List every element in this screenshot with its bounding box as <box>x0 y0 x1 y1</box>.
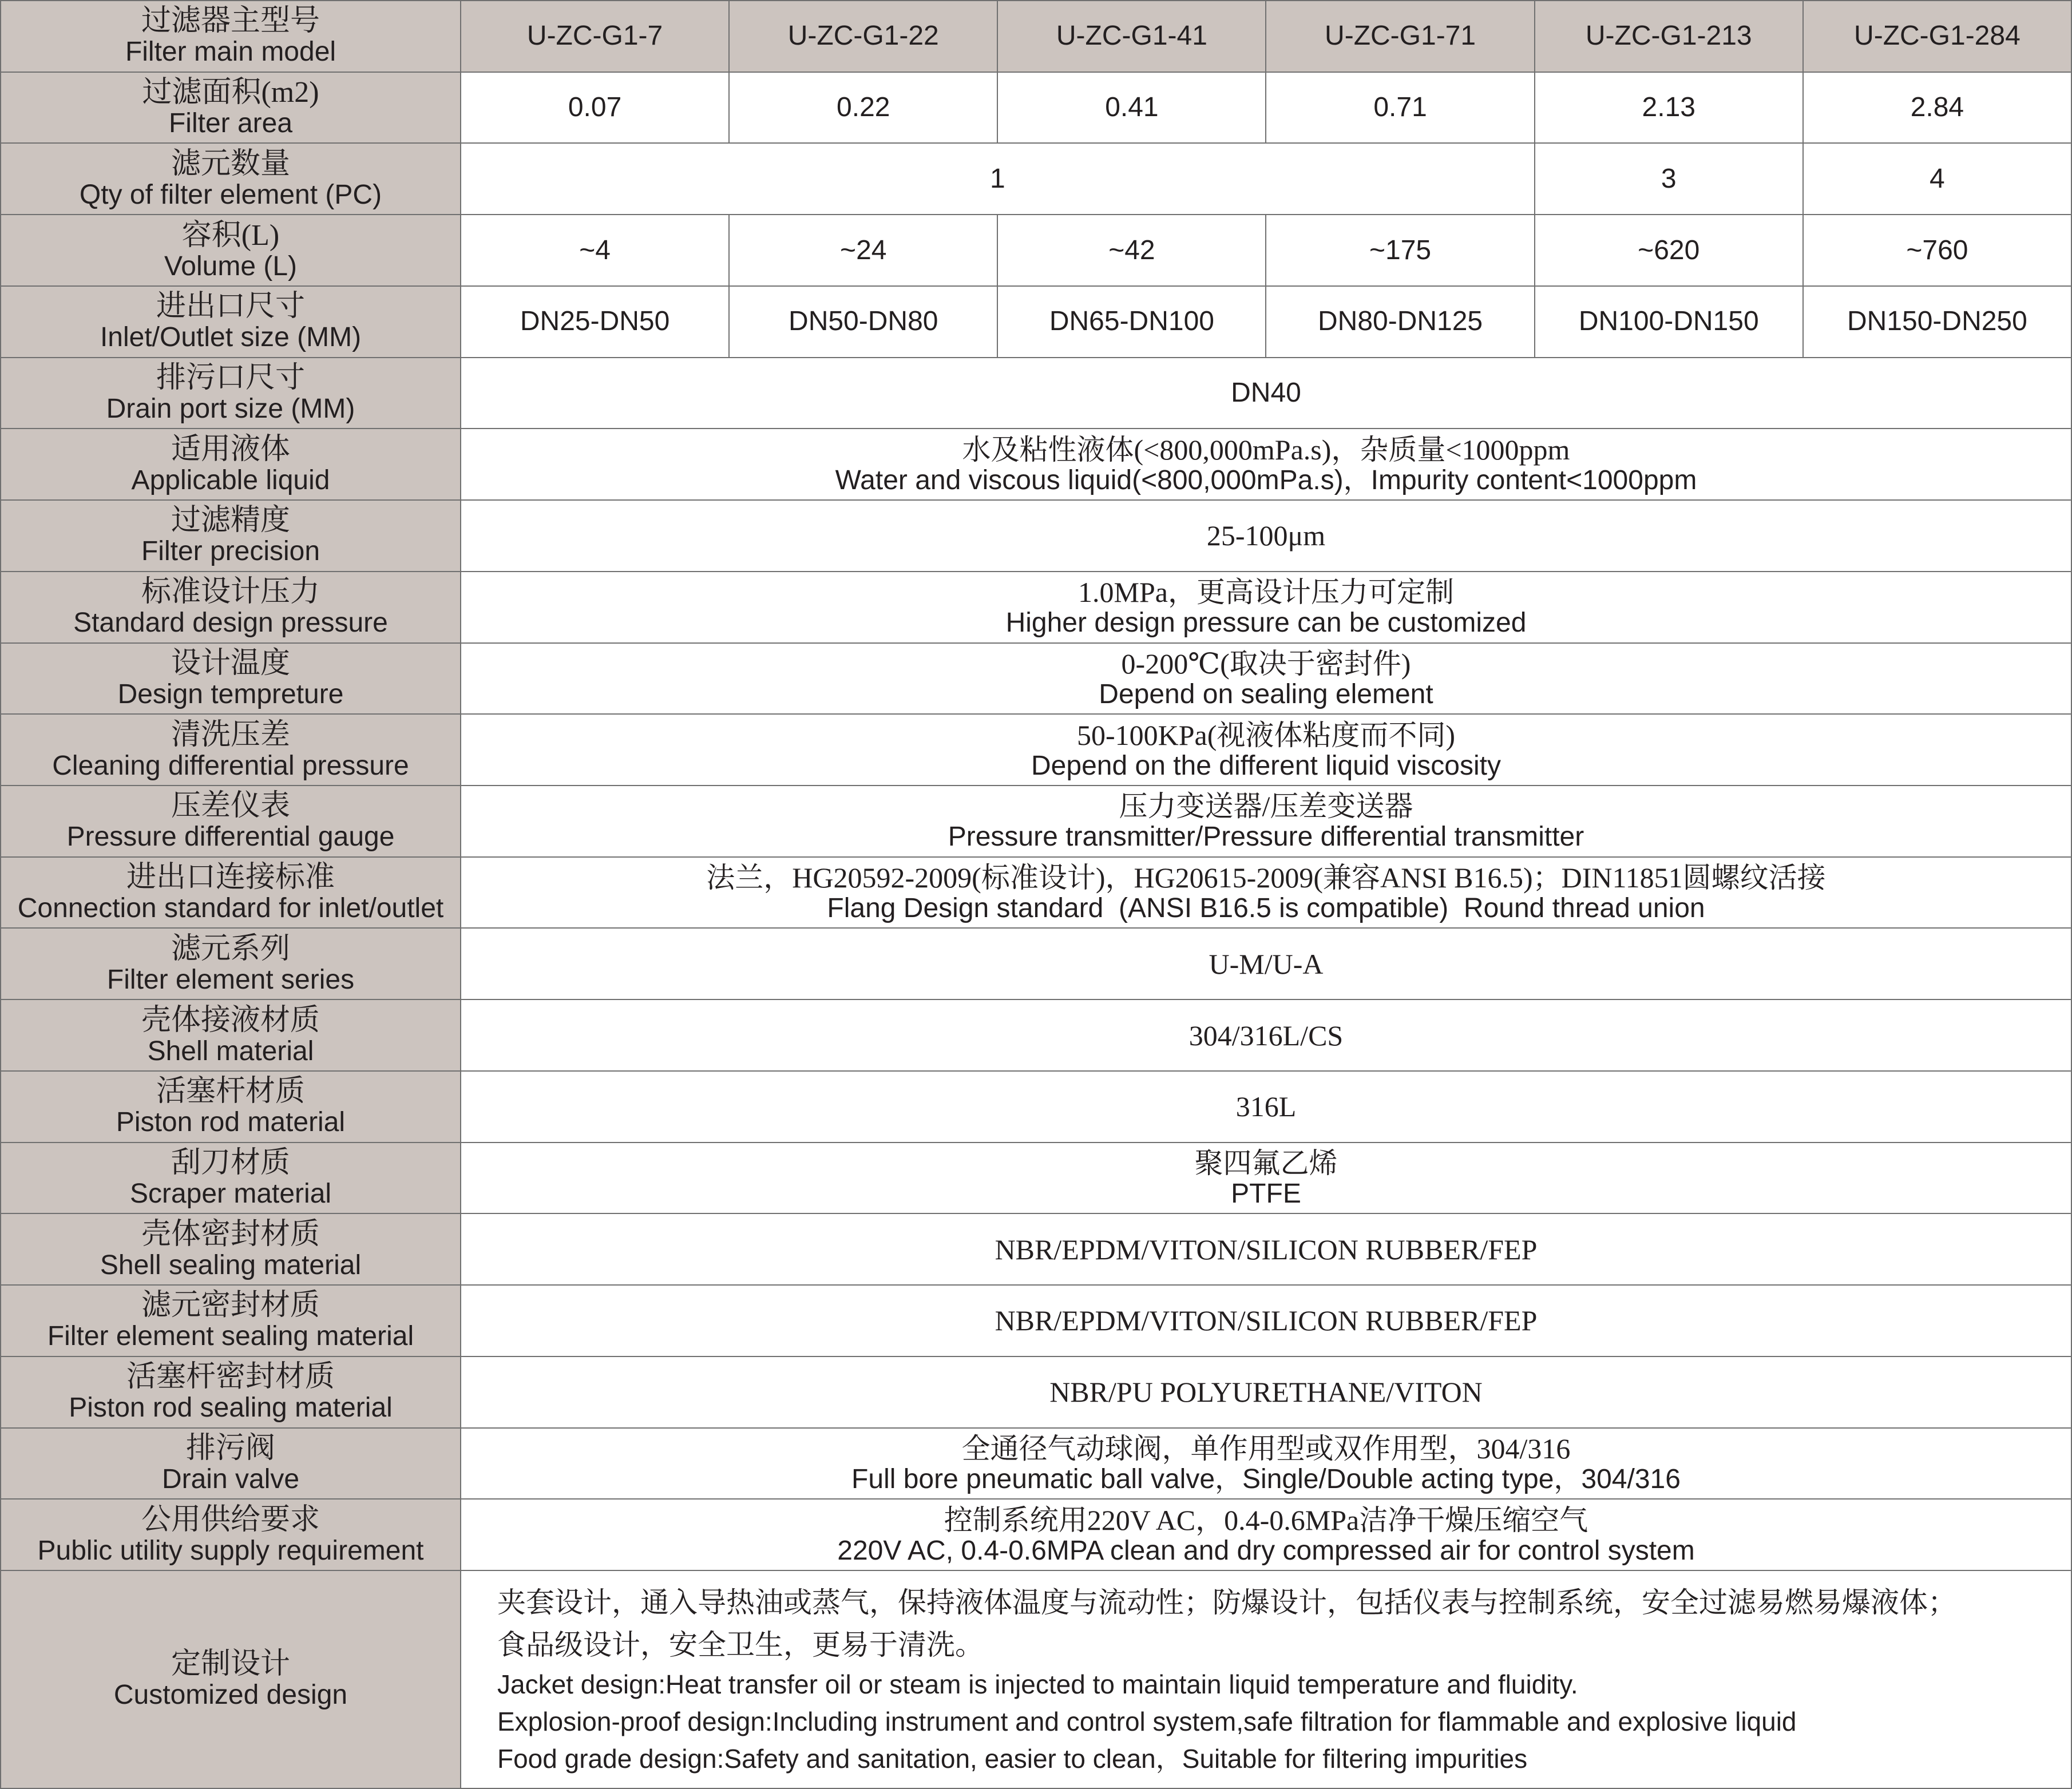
customized-design-line-zh: 食品级设计，安全卫生，更易于清洗。 <box>497 1628 984 1661</box>
volume-value: ~4 <box>579 235 611 265</box>
row-label-cleaning-pressure <box>1 715 460 785</box>
inlet-outlet-size-value: DN50-DN80 <box>789 306 938 337</box>
row-label-zh: 设计温度 <box>171 646 290 680</box>
row-label-design-temperature <box>1 644 460 714</box>
shell-sealing-cell <box>461 1214 2071 1284</box>
row-label-en: Applicable liquid <box>131 465 330 495</box>
row-label-en: Customized design <box>113 1680 348 1711</box>
volume-cell <box>730 215 997 285</box>
filter-area-cell <box>1535 73 1802 143</box>
row-label-zh: 壳体密封材质 <box>141 1217 320 1251</box>
row-label-en: Filter element series <box>106 964 355 995</box>
inlet-outlet-size-value: DN65-DN100 <box>1049 306 1214 337</box>
row-label-zh: 滤元密封材质 <box>141 1289 320 1322</box>
cleaning-pressure-cell <box>461 715 2071 785</box>
volume-cell <box>461 215 728 285</box>
model-name: U-ZC-G1-213 <box>1585 21 1752 51</box>
row-label-design-pressure <box>1 572 460 642</box>
drain-valve-value-zh: 全通径气动球阀，单作用型或双作用型，304/316 <box>961 1432 1571 1465</box>
inlet-outlet-size-cell <box>1266 287 1534 357</box>
row-label-en: Connection standard for inlet/outlet <box>17 893 444 924</box>
model-name: U-ZC-G1-22 <box>787 21 939 51</box>
element-sealing-cell <box>461 1286 2071 1356</box>
utility-supply-value-zh: 控制系统用220V AC，0.4-0.6MPa洁净干燥压缩空气 <box>944 1504 1588 1536</box>
drain-valve-value-en: Full bore pneumatic ball valve，Single/Double acting type，304/316 <box>851 1463 1681 1494</box>
row-label-zh: 定制设计 <box>171 1648 290 1681</box>
row-label-drain-port-size <box>1 358 460 429</box>
model-header-cell <box>461 1 728 72</box>
row-label-piston-rod-sealing <box>1 1357 460 1427</box>
applicable-liquid-cell <box>461 429 2071 499</box>
filter-area-value: 0.41 <box>1105 92 1159 123</box>
row-label-zh: 进出口连接标准 <box>126 861 335 894</box>
row-label-en: Shell material <box>147 1036 314 1066</box>
inlet-outlet-size-cell <box>1535 287 1802 357</box>
drain-valve-cell <box>461 1429 2071 1499</box>
utility-supply-value-en: 220V AC, 0.4-0.6MPA clean and dry compressed air for control system <box>837 1535 1695 1566</box>
row-label-element-sealing <box>1 1286 460 1356</box>
row-label-en: Inlet/Outlet size (MM) <box>100 322 362 353</box>
filter-area-value: 0.71 <box>1373 92 1427 123</box>
customized-design-line-en: Food grade design:Safety and sanitation, easier to clean，Suitable for filtering impurities <box>497 1743 1528 1774</box>
row-label-zh: 过滤精度 <box>171 504 290 537</box>
filter-precision-cell <box>461 501 2071 571</box>
shell-material-value: 304/316L/CS <box>1188 1019 1344 1052</box>
volume-value: ~42 <box>1108 235 1155 265</box>
filter-area-value: 0.07 <box>568 92 622 123</box>
filter-area-cell <box>1804 73 2071 143</box>
element-qty-value: 3 <box>1661 163 1677 194</box>
element-series-value: U-M/U-A <box>1209 947 1324 980</box>
design-pressure-cell <box>461 572 2071 642</box>
row-label-zh: 清洗压差 <box>171 718 290 751</box>
volume-cell <box>998 215 1265 285</box>
volume-cell <box>1266 215 1534 285</box>
row-label-scraper-material <box>1 1143 460 1213</box>
row-label-element-series <box>1 929 460 999</box>
row-label-pressure-gauge <box>1 786 460 856</box>
row-label-drain-valve <box>1 1429 460 1499</box>
design-temperature-value-en: Depend on sealing element <box>1099 679 1433 709</box>
row-label-inlet-outlet-size <box>1 287 460 357</box>
filter-area-value: 2.13 <box>1642 92 1695 123</box>
filter-area-cell <box>461 73 728 143</box>
model-name: U-ZC-G1-284 <box>1854 21 2021 51</box>
drain-port-size-cell <box>461 358 2071 429</box>
filter-area-cell <box>998 73 1265 143</box>
row-label-zh: 过滤器主型号 <box>141 5 320 38</box>
volume-cell <box>1804 215 2071 285</box>
design-pressure-value-zh: 1.0MPa，更高设计压力可定制 <box>1078 576 1454 609</box>
element-qty-cell <box>1535 144 1802 214</box>
row-label-zh: 过滤面积(m2) <box>142 76 319 109</box>
inlet-outlet-size-value: DN80-DN125 <box>1318 306 1483 337</box>
row-label-zh: 活塞杆密封材质 <box>126 1360 335 1394</box>
row-label-applicable-liquid <box>1 429 460 499</box>
model-header-cell <box>1266 1 1534 72</box>
volume-value: ~620 <box>1638 235 1700 265</box>
row-label-en: Scraper material <box>129 1178 332 1209</box>
design-temperature-value-zh: 0-200℃(取决于密封件) <box>1121 647 1411 680</box>
model-header-cell <box>1804 1 2071 72</box>
filter-area-value: 0.22 <box>837 92 890 123</box>
design-temperature-cell <box>461 644 2071 714</box>
element-series-cell <box>461 929 2071 999</box>
model-name: U-ZC-G1-71 <box>1325 21 1476 51</box>
customized-design-line-en: Explosion-proof design:Including instrument and control system,safe filtration for flammable and explosive liquid <box>497 1706 1797 1736</box>
inlet-outlet-size-cell <box>1804 287 2071 357</box>
element-qty-value: 4 <box>1930 163 1945 194</box>
row-label-zh: 刮刀材质 <box>171 1146 290 1179</box>
piston-rod-sealing-cell <box>461 1357 2071 1427</box>
element-sealing-value: NBR/EPDM/VITON/SILICON RUBBER/FEP <box>995 1304 1538 1337</box>
row-label-connection-standard <box>1 858 460 928</box>
model-header-cell <box>998 1 1265 72</box>
row-label-en: Pressure differential gauge <box>66 822 395 852</box>
row-label-piston-rod-material <box>1 1072 460 1142</box>
row-label-zh: 活塞杆材质 <box>156 1075 305 1108</box>
connection-standard-value-en: Flang Design standard (ANSI B16.5 is compatible) Round thread union <box>827 893 1705 924</box>
cleaning-pressure-value-en: Depend on the different liquid viscosity <box>1031 750 1501 781</box>
row-label-zh: 进出口尺寸 <box>156 290 305 323</box>
filter-area-cell <box>730 73 997 143</box>
row-label-en: Drain valve <box>161 1463 300 1494</box>
row-label-en: Piston rod sealing material <box>69 1393 393 1423</box>
filter-area-value: 2.84 <box>1910 92 1964 123</box>
applicable-liquid-value-en: Water and viscous liquid(<800,000mPa.s)，Impurity content<1000ppm <box>835 465 1697 495</box>
row-label-element-qty <box>1 144 460 214</box>
row-label-model <box>1 1 460 72</box>
row-label-filter-area <box>1 73 460 143</box>
row-label-zh: 排污阀 <box>185 1431 275 1465</box>
connection-standard-cell <box>461 858 2071 928</box>
row-label-customized-design <box>1 1571 460 1788</box>
model-header-cell <box>1535 1 1802 72</box>
inlet-outlet-size-value: DN25-DN50 <box>520 306 670 337</box>
pressure-gauge-value-zh: 压力变送器/压差变送器 <box>1119 790 1413 823</box>
scraper-material-cell <box>461 1143 2071 1213</box>
inlet-outlet-size-cell <box>730 287 997 357</box>
customized-design-cell <box>461 1571 2071 1788</box>
row-label-zh: 标准设计压力 <box>141 576 320 609</box>
row-label-en: Qty of filter element (PC) <box>79 179 382 210</box>
filter-area-cell <box>1266 73 1534 143</box>
row-label-en: Filter area <box>168 108 293 139</box>
design-pressure-value-en: Higher design pressure can be customized <box>1005 608 1527 638</box>
row-label-zh: 适用液体 <box>171 433 290 466</box>
filter-precision-value: 25-100μm <box>1206 519 1326 552</box>
row-label-en: Filter element sealing material <box>47 1321 414 1352</box>
row-label-en: Cleaning differential pressure <box>52 750 409 781</box>
piston-rod-sealing-value: NBR/PU POLYURETHANE/VITON <box>1049 1376 1483 1409</box>
row-label-shell-sealing <box>1 1214 460 1284</box>
applicable-liquid-value-zh: 水及粘性液体(<800,000mPa.s)，杂质量<1000ppm <box>962 433 1570 466</box>
model-header-cell <box>730 1 997 72</box>
element-qty-merged-cell <box>461 144 1534 214</box>
piston-rod-material-value: 316L <box>1235 1090 1297 1123</box>
pressure-gauge-cell <box>461 786 2071 856</box>
row-label-en: Drain port size (MM) <box>106 393 355 424</box>
row-label-shell-material <box>1 1000 460 1070</box>
inlet-outlet-size-cell <box>998 287 1265 357</box>
customized-design-line-en: Jacket design:Heat transfer oil or steam is injected to maintain liquid temperature and fluidity. <box>497 1669 1578 1699</box>
scraper-material-value-en: PTFE <box>1231 1178 1301 1209</box>
row-label-zh: 壳体接液材质 <box>141 1003 320 1037</box>
row-label-en: Standard design pressure <box>73 608 388 638</box>
element-qty-cell <box>1804 144 2071 214</box>
row-label-zh: 滤元数量 <box>171 147 290 180</box>
inlet-outlet-size-cell <box>461 287 728 357</box>
utility-supply-cell <box>461 1500 2071 1570</box>
inlet-outlet-size-value: DN150-DN250 <box>1847 306 2027 337</box>
row-label-en: Filter precision <box>141 536 320 567</box>
scraper-material-value-zh: 聚四氟乙烯 <box>1194 1147 1338 1179</box>
row-label-en: Design tempreture <box>117 679 344 709</box>
pressure-gauge-value-en: Pressure transmitter/Pressure differential transmitter <box>948 822 1584 852</box>
row-label-en: Piston rod material <box>116 1107 346 1138</box>
element-qty-value: 1 <box>989 163 1005 194</box>
row-label-zh: 容积(L) <box>181 219 280 252</box>
row-label-filter-precision <box>1 501 460 571</box>
row-label-en: Public utility supply requirement <box>37 1535 424 1566</box>
row-label-zh: 滤元系列 <box>171 932 290 965</box>
row-label-zh: 排污口尺寸 <box>156 361 305 394</box>
drain-port-size-value: DN40 <box>1231 377 1301 408</box>
model-name: U-ZC-G1-41 <box>1056 21 1207 51</box>
row-label-zh: 公用供给要求 <box>141 1503 320 1536</box>
volume-value: ~175 <box>1369 235 1432 265</box>
cleaning-pressure-value-zh: 50-100KPa(视液体粘度而不同) <box>1076 719 1456 751</box>
row-label-en: Volume (L) <box>164 251 298 281</box>
shell-sealing-value: NBR/EPDM/VITON/SILICON RUBBER/FEP <box>995 1233 1538 1266</box>
row-label-volume <box>1 215 460 285</box>
volume-value: ~760 <box>1906 235 1968 265</box>
row-label-zh: 压差仪表 <box>171 790 290 823</box>
customized-design-line-zh: 夹套设计，通入导热油或蒸气，保持液体温度与流动性；防爆设计，包括仪表与控制系统，安全过滤易燃易爆液体； <box>497 1586 1956 1619</box>
model-name: U-ZC-G1-7 <box>526 21 663 51</box>
inlet-outlet-size-value: DN100-DN150 <box>1578 306 1759 337</box>
shell-material-cell <box>461 1000 2071 1070</box>
volume-cell <box>1535 215 1802 285</box>
row-label-en: Shell sealing material <box>100 1249 362 1280</box>
volume-value: ~24 <box>840 235 887 265</box>
row-label-en: Filter main model <box>125 37 336 68</box>
piston-rod-material-cell <box>461 1072 2071 1142</box>
connection-standard-value-zh: 法兰，HG20592-2009(标准设计)，HG20615-2009(兼容ANSI B16.5)；DIN11851圆螺纹活接 <box>706 862 1826 894</box>
row-label-utility-supply <box>1 1500 460 1570</box>
